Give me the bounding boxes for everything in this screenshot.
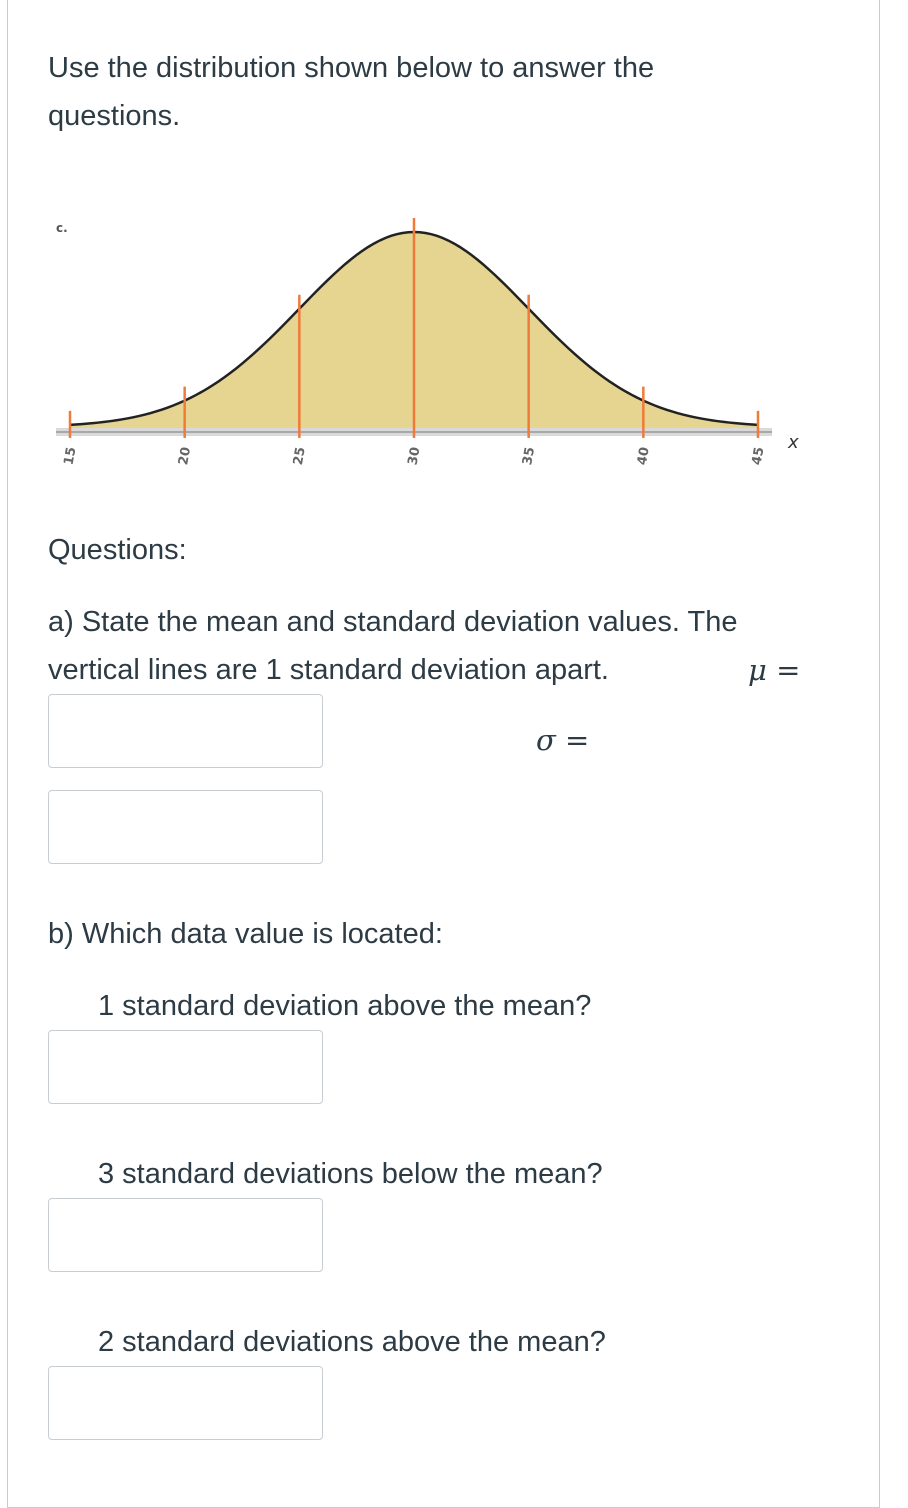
answer-b2-input[interactable] — [48, 1198, 323, 1272]
question-b1-label: 1 standard deviation above the mean? — [98, 990, 592, 1022]
x-tick-label-25: 25 — [290, 445, 309, 467]
x-tick-label-40: 40 — [634, 445, 653, 467]
question-a-label: a) State the mean and standard deviation values. The vertical lines are 1 standard deviation apart. — [48, 606, 738, 686]
mu-label: μ = — [748, 653, 801, 687]
questions-heading: Questions: — [48, 534, 187, 566]
intro-text: Use the distribution shown below to answer the questions. — [48, 52, 655, 132]
chart-layer — [56, 218, 772, 466]
x-tick-label-45: 45 — [749, 445, 768, 467]
x-tick-label-30: 30 — [405, 445, 424, 467]
answer-b3-input[interactable] — [48, 1366, 323, 1440]
axis-label-x: x — [788, 432, 799, 453]
normal-distribution-chart — [46, 210, 816, 490]
x-tick-label-20: 20 — [176, 445, 195, 467]
x-tick-label-15: 15 — [61, 445, 80, 467]
sd-input[interactable] — [48, 790, 323, 864]
question-b2-label: 3 standard deviations below the mean? — [98, 1158, 603, 1190]
answer-b1-input[interactable] — [48, 1030, 323, 1104]
panel-label: c. — [56, 221, 68, 235]
question-b3-label: 2 standard deviations above the mean? — [98, 1326, 606, 1358]
mean-input[interactable] — [48, 694, 323, 768]
x-tick-label-35: 35 — [520, 445, 539, 467]
question-b-text: b) Which data value is located: — [48, 918, 443, 950]
sigma-label: σ = — [536, 723, 590, 757]
question-a-text — [48, 598, 818, 694]
